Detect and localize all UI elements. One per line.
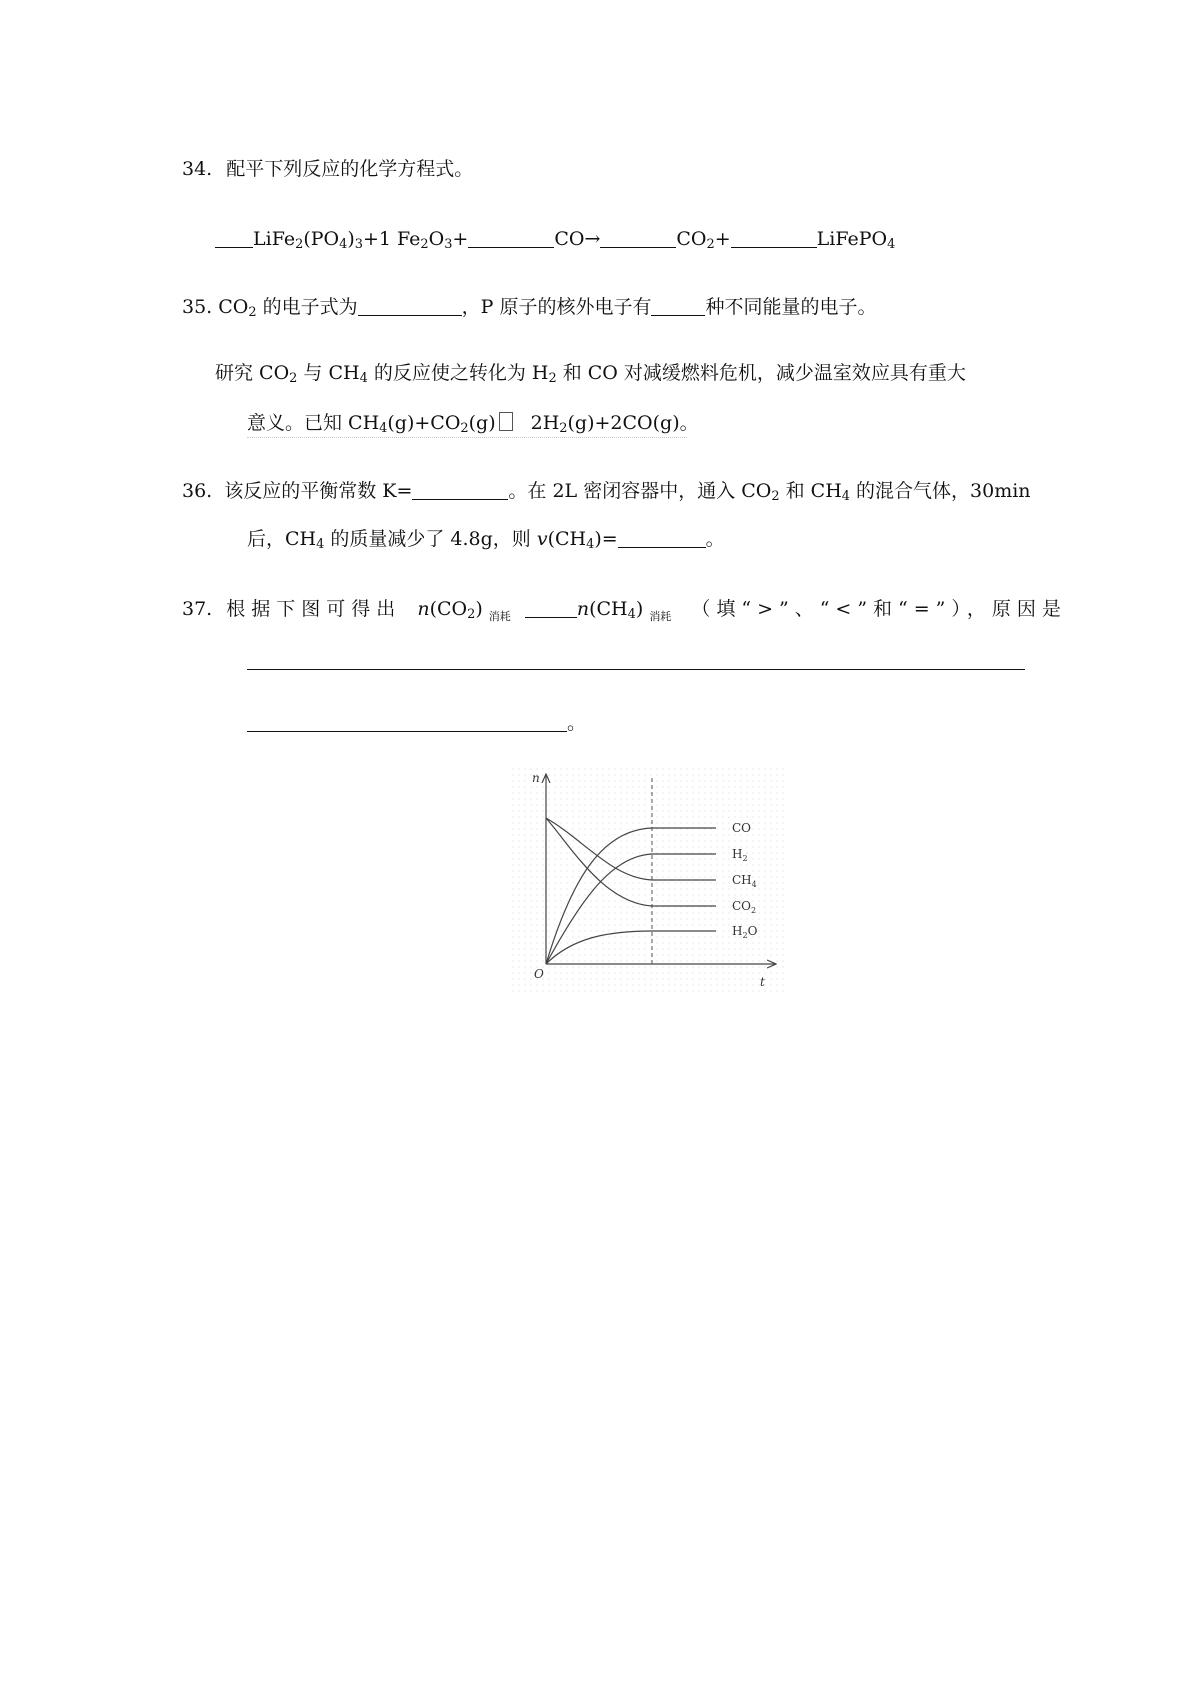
- q34-prompt: [182, 160, 473, 179]
- q37-text: 根据下图可得出: [226, 598, 402, 620]
- q37-text: 。: [567, 712, 587, 734]
- blank-coef-1[interactable]: [215, 228, 253, 248]
- q36-text: 后，CH: [247, 528, 317, 550]
- q34-number: 34.: [182, 158, 213, 180]
- blank-equilibrium-constant[interactable]: [412, 480, 508, 500]
- q36-text: 的质量减少了 4.8g，则: [324, 528, 537, 550]
- eq-sub: 4: [339, 237, 348, 253]
- label-ch4-sub: 4: [751, 880, 757, 889]
- q37-n-symbol: n: [576, 598, 590, 620]
- label-co2-sub: 2: [751, 906, 757, 915]
- q36-text: (CH: [547, 528, 587, 550]
- intro-text: 与 CH: [297, 362, 360, 384]
- q37-consumed-label: 消耗: [649, 610, 672, 623]
- eq-text: +: [714, 228, 731, 250]
- intro-sub: 2: [460, 421, 469, 437]
- reversible-arrow-icon: [499, 412, 513, 431]
- origin-label: O: [534, 967, 544, 981]
- equilibrium-graph: [512, 768, 784, 994]
- intro-text: (g)+CO: [387, 412, 461, 434]
- blank-energy-count[interactable]: [651, 296, 705, 316]
- q35-line: [182, 296, 877, 321]
- blank-reason-line-1[interactable]: [247, 668, 1025, 670]
- eq-sub: 2: [706, 237, 715, 253]
- label-h2-sub: 2: [742, 854, 748, 863]
- blank-rate[interactable]: [618, 528, 706, 548]
- label-h2o-h: H: [732, 924, 743, 938]
- eq-text: CO: [676, 228, 707, 250]
- q37-text: ): [475, 598, 483, 620]
- q35-text: 的电子式为: [256, 296, 358, 318]
- q36-text: 。: [705, 528, 725, 550]
- q37-text: (CO: [429, 598, 468, 620]
- intro-sub: 2: [289, 371, 298, 387]
- q35-number: 35.: [182, 296, 213, 318]
- eq-sub: 2: [420, 237, 429, 253]
- q36-number: 36.: [182, 480, 213, 502]
- y-axis-label: n: [532, 771, 540, 785]
- intro-text: (g)+2CO(g)。: [567, 412, 699, 434]
- q36-line-2: [247, 528, 725, 553]
- intro-sub: 2: [548, 371, 557, 387]
- eq-text: +: [452, 228, 469, 250]
- q36-sub: 4: [841, 489, 850, 505]
- q37-consumed-label: 消耗: [488, 610, 511, 623]
- q37-text: (CH: [589, 598, 628, 620]
- intro-text: 和 CO 对减缓燃料危机，减少温室效应具有重大: [556, 362, 966, 384]
- q34-text: 配平下列反应的化学方程式。: [226, 158, 474, 180]
- label-h2o-sub: 2: [742, 931, 748, 940]
- q36-line-1: [182, 480, 1031, 505]
- eq-text: LiFePO: [816, 228, 888, 250]
- q36-text: 和 CH: [779, 480, 842, 502]
- intro-text: 意义。已知 CH: [247, 412, 380, 434]
- q37-number: 37.: [182, 598, 213, 620]
- eq-text: LiFe: [253, 228, 296, 250]
- q37-sub: 2: [467, 607, 476, 623]
- label-co2-main: CO: [732, 899, 752, 913]
- intro-sub: 4: [379, 421, 388, 437]
- graph-svg: [512, 768, 784, 994]
- eq-text: O: [428, 228, 445, 250]
- q35-text: ，P 原子的核外电子有: [461, 296, 652, 318]
- intro-sub: 4: [359, 371, 368, 387]
- x-axis-label: t: [760, 975, 765, 989]
- q36-text: 该反应的平衡常数 K=: [224, 480, 413, 502]
- eq-text: (PO: [303, 228, 340, 250]
- eq-text: +1 Fe: [362, 228, 421, 250]
- q35-sub: 2: [248, 305, 257, 321]
- q37-text: （填“>”、“<”和“=”），原因是: [691, 598, 1067, 620]
- eq-sub: 2: [295, 237, 304, 253]
- blank-coef-co[interactable]: [468, 228, 554, 248]
- q36-sub: 4: [586, 537, 595, 553]
- blank-coef-lifepo4[interactable]: [731, 228, 817, 248]
- q37-line-1: [182, 598, 1067, 622]
- label-ch4-main: CH: [732, 873, 752, 887]
- q37-text: ): [635, 598, 644, 620]
- q37-n-symbol: n: [417, 598, 430, 620]
- intro-line-1: [215, 362, 966, 387]
- intro-sub: 2: [559, 421, 568, 437]
- blank-comparison[interactable]: [525, 598, 577, 618]
- q36-sub: 2: [771, 489, 780, 505]
- eq-sub: 4: [887, 237, 896, 253]
- label-h2-main: H: [732, 847, 743, 861]
- blank-coef-co2[interactable]: [600, 228, 676, 248]
- q36-text: 的混合气体，30min: [850, 480, 1031, 502]
- intro-line-2: [247, 412, 699, 437]
- label-co: CO: [732, 821, 752, 835]
- q34-equation: [215, 228, 896, 253]
- eq-sub: 3: [444, 237, 453, 253]
- q35-text: CO: [218, 296, 249, 318]
- q36-text: )=: [594, 528, 618, 550]
- intro-text: 的反应使之转化为 H: [367, 362, 549, 384]
- intro-text: (g): [468, 412, 496, 434]
- q36-sub: 4: [316, 537, 325, 553]
- blank-reason-line-2[interactable]: [247, 712, 567, 732]
- eq-sub: 3: [354, 237, 363, 253]
- intro-text: 研究 CO: [215, 362, 290, 384]
- dotted-divider: [247, 437, 687, 438]
- label-h2o-o: O: [747, 924, 758, 938]
- q36-text: 。在 2L 密闭容器中，通入 CO: [508, 480, 772, 502]
- eq-text: CO→: [554, 228, 601, 250]
- intro-text: 2H: [530, 412, 560, 434]
- q37-sub: 4: [627, 607, 636, 623]
- q37-reason-line-2: [247, 712, 586, 733]
- q35-text: 种不同能量的电子。: [705, 296, 877, 318]
- q36-rate-symbol: v: [536, 528, 548, 550]
- blank-electron-formula[interactable]: [358, 296, 462, 316]
- eq-text: ): [347, 228, 355, 250]
